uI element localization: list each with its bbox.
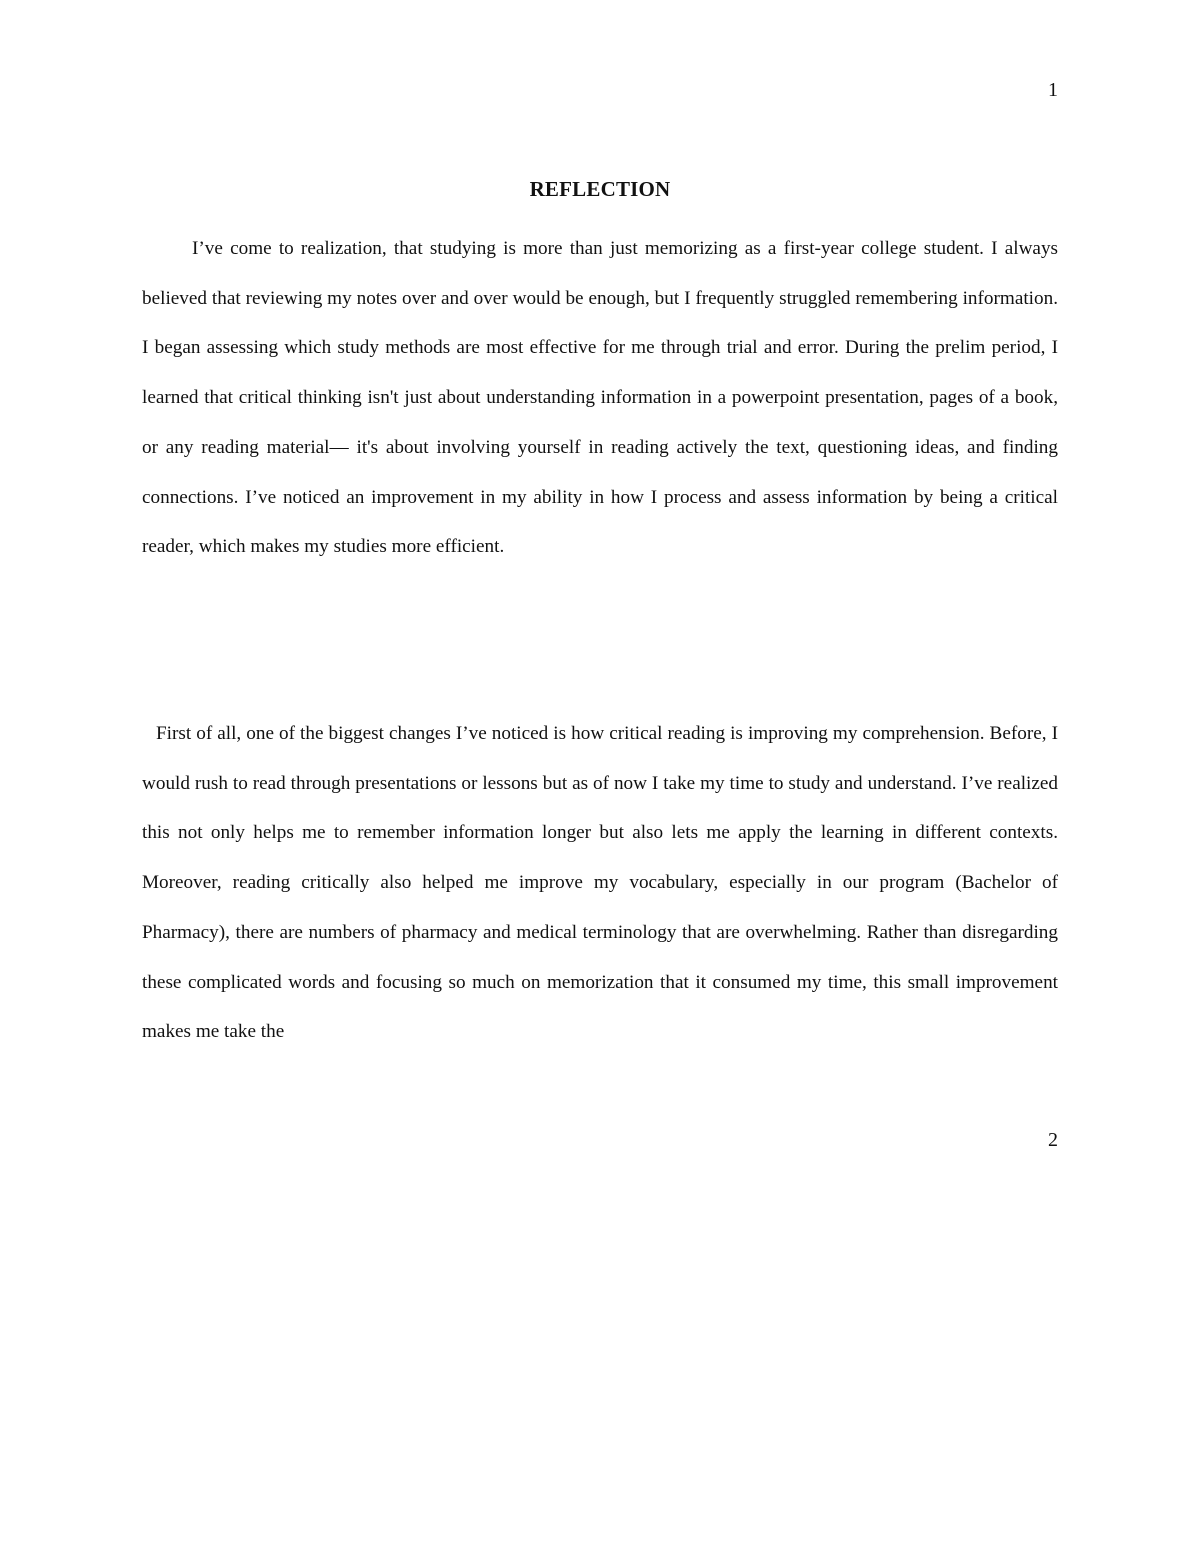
document-title: REFLECTION xyxy=(529,177,671,201)
body-paragraph: First of all, one of the biggest changes I’ve noticed is how critical reading is improving my comprehension. Before, I would rush to read through presentations or lessons but as of now I take my time to study and understand. I’ve realized this not only helps me to remember information longer but also lets me apply the learning in different contexts. Moreover, reading critically also helped me improve my vocabulary, especially in our program (Bachelor of Pharmacy), there are numbers of pharmacy and medical terminology that are overwhelming. Rather than disregarding these complicated words and focusing so much on memorization that it consumed my time, this small improvement makes me take the xyxy=(142,723,1058,1043)
body-paragraph: I’ve come to realization, that studying is more than just memorizing as a first-year college student. I always believed that reviewing my notes over and over would be enough, but I frequently struggled remembering information. I began assessing which study methods are most effective for me through trial and error. During the prelim period, I learned that critical thinking isn't just about understanding information in a powerpoint presentation, pages of a book, or any reading material— it's about involving yourself in reading actively the text, questioning ideas, and finding connections. I’ve noticed an improvement in my ability in how I process and assess information by being a critical reader, which makes my studies more efficient. xyxy=(142,238,1058,558)
page-number: 2 xyxy=(1048,1129,1058,1151)
page-number: 1 xyxy=(1048,79,1058,101)
